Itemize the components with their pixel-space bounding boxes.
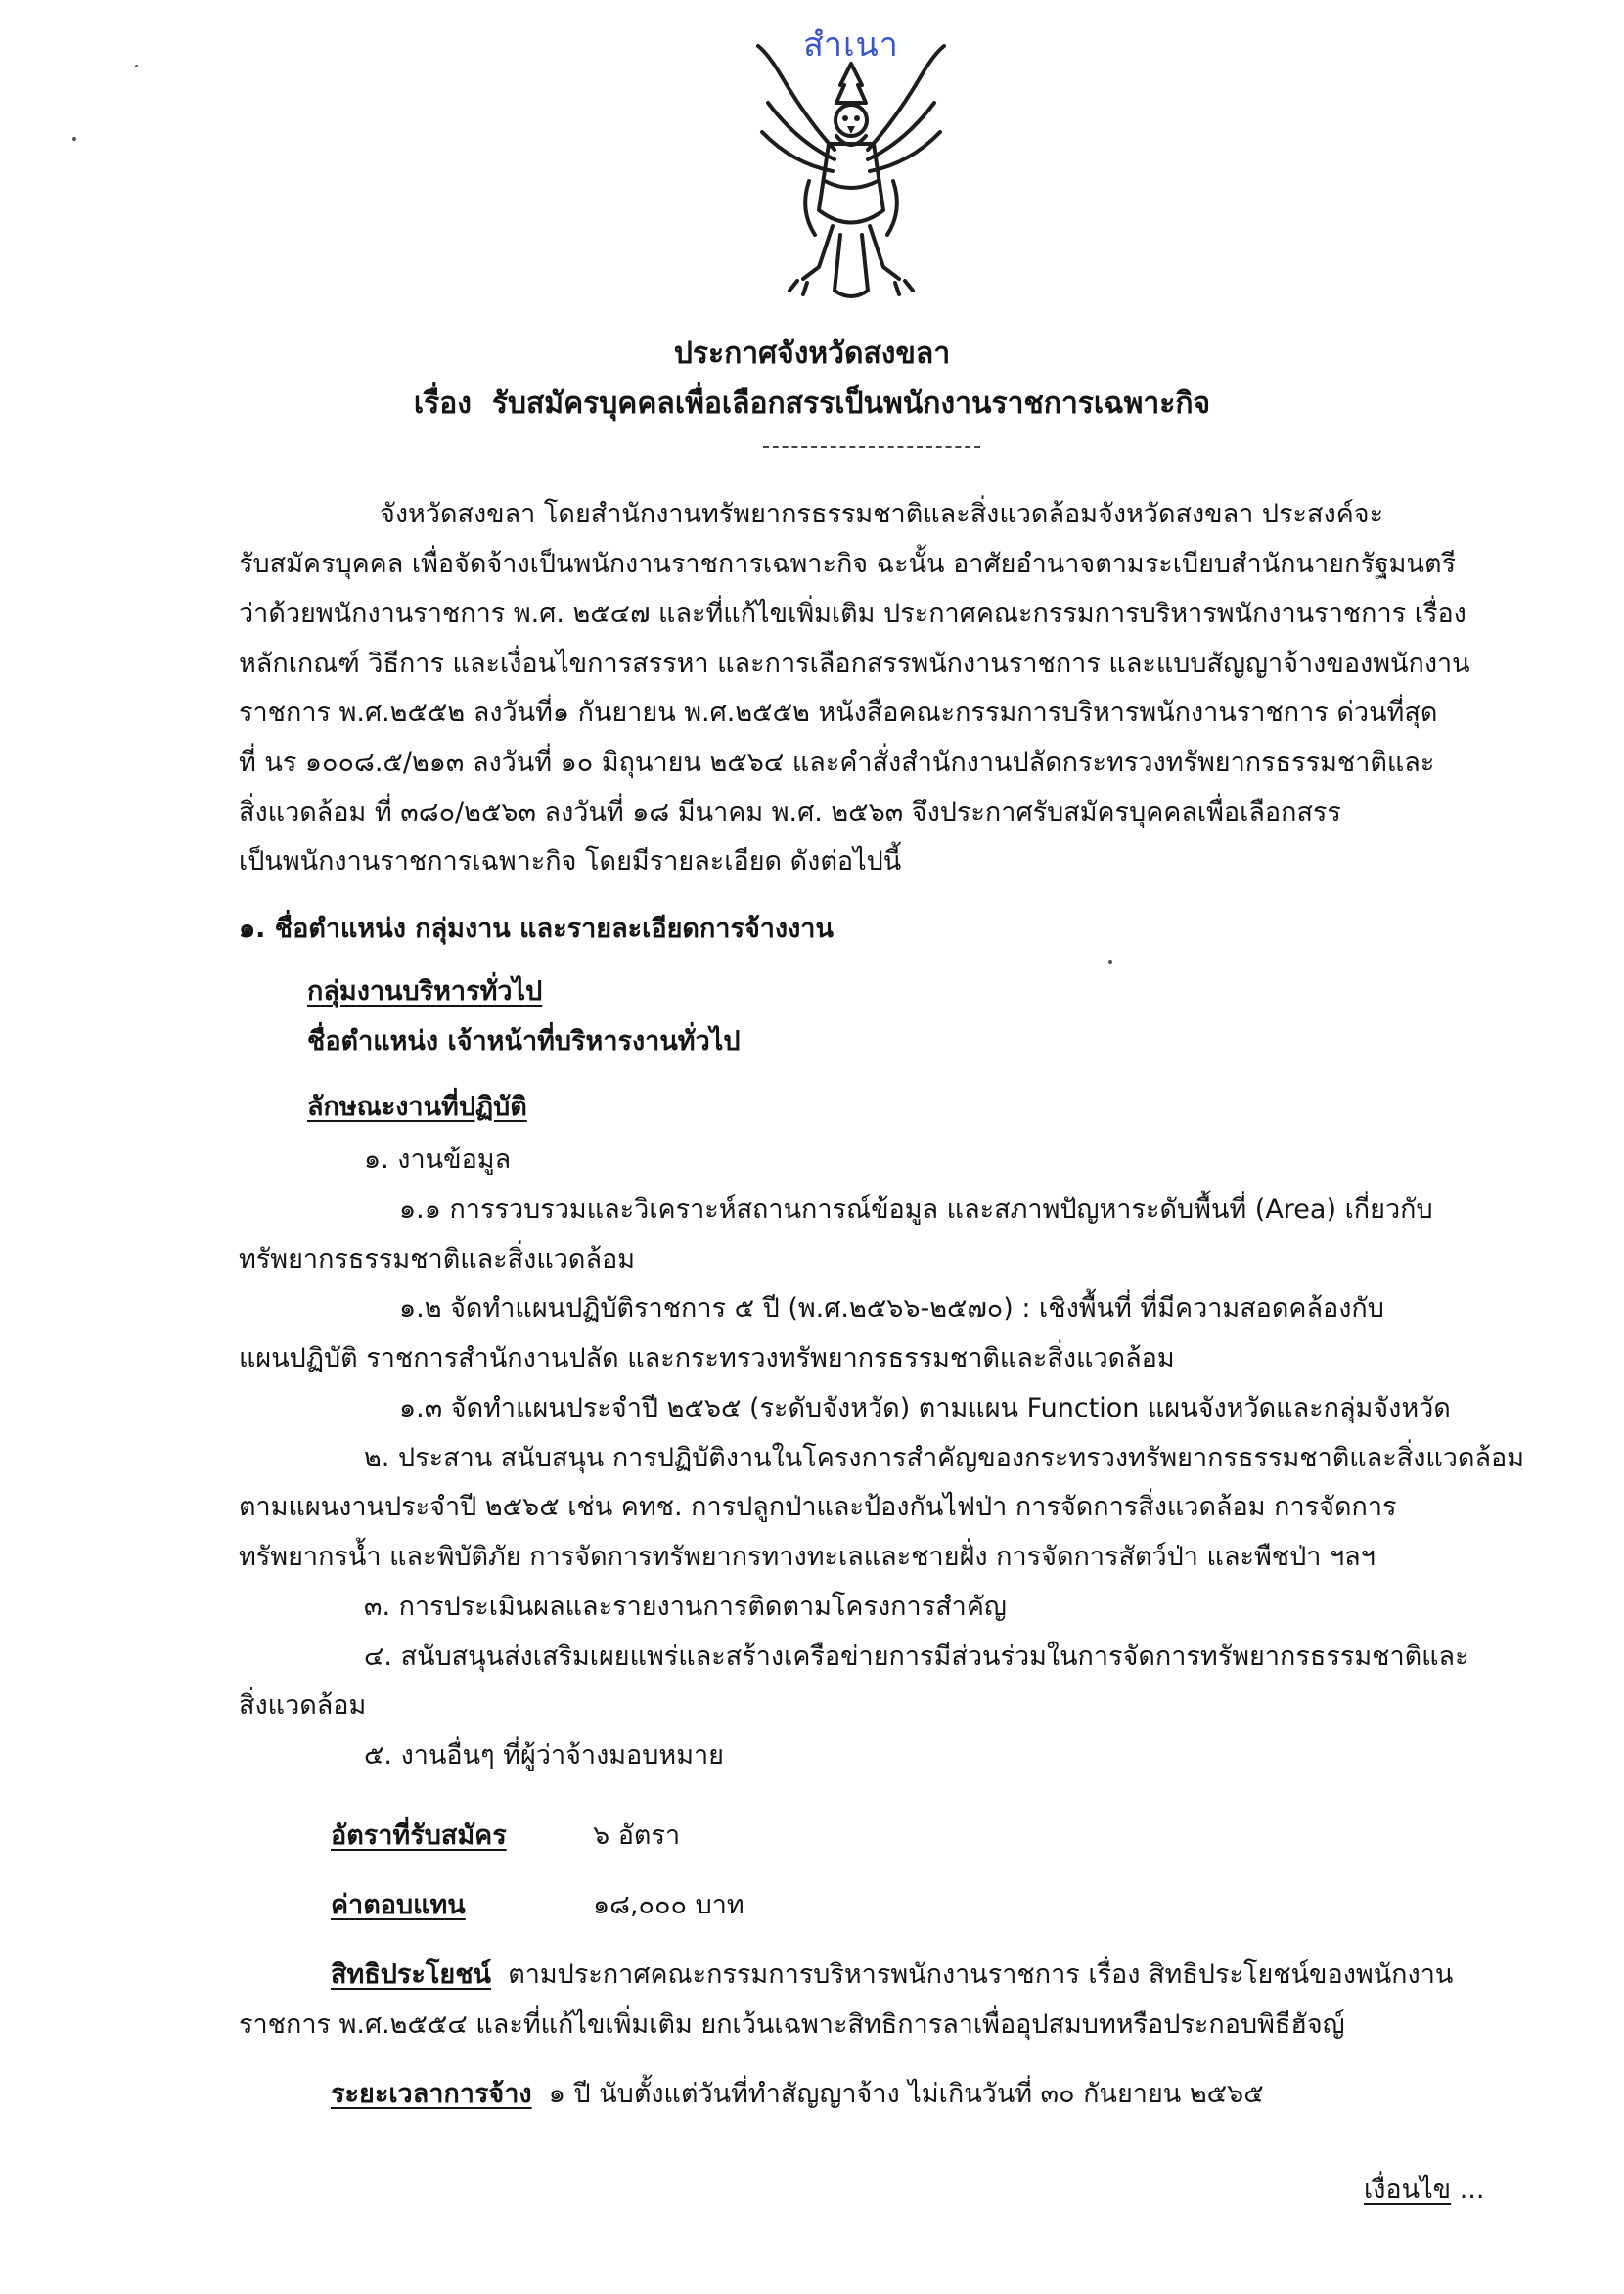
duty-item: ตามแผนงานประจำปี ๒๕๖๕ เช่น คทช. การปลูกป่าและป้องกันไฟป่า การจัดการสิ่งแวดล้อม การจัดการ (239, 1492, 1397, 1522)
section-heading: ๑. ชื่อตำแหน่ง กลุ่มงาน และรายละเอียดการจ้างงาน (239, 914, 834, 944)
group-label: กลุ่มงานบริหารทั่วไป (307, 976, 543, 1007)
scan-speck (135, 65, 138, 67)
continue-marker (1364, 2175, 1484, 2206)
duty-item: ๑.๒ จัดทำแผนปฏิบัติราชการ ๕ ปี (พ.ศ.๒๕๖๖-๒๕๗๐) : เชิงพื้นที่ ที่มีความสอดคล้องกับ (399, 1293, 1384, 1324)
continue-dots: ... (1459, 2175, 1485, 2205)
duty-item: ทรัพยากรน้ำ และพิบัติภัย การจัดการทรัพยากรทางทะเลและชายฝั่ง การจัดการสัตว์ป่า และพืชป่า ฯลฯ (239, 1542, 1376, 1572)
duty-item: ๑.๑ การรวบรวมและวิเคราะห์สถานการณ์ข้อมูล และสภาพปัญหาระดับพื้นที่ (Area) เกี่ยวกับ (399, 1194, 1433, 1225)
intro-line: จังหวัดสงขลา โดยสำนักงานทรัพยากรธรรมชาติและสิ่งแวดล้อมจังหวัดสงขลา ประสงค์จะ (380, 499, 1384, 529)
benefit-label: สิทธิประโยชน์ (331, 1959, 492, 1990)
continue-label: เงื่อนไข (1364, 2175, 1452, 2205)
duty-item: ทรัพยากรธรรมชาติและสิ่งแวดล้อม (239, 1244, 635, 1275)
intro-line: รับสมัครบุคคล เพื่อจัดจ้างเป็นพนักงานราชการเฉพาะกิจ ฉะนั้น อาศัยอำนาจตามระเบียบสำนักนายกรัฐมนตรี (239, 549, 1456, 579)
intro-line: ที่ นร ๑๐๐๘.๕/๒๑๓ ลงวันที่ ๑๐ มิถุนายน ๒๕๖๔ และคำสั่งสำนักงานปลัดกระทรวงทรัพยากรธรรมชาติและ (239, 747, 1435, 778)
scan-speck (1108, 960, 1112, 964)
pay-label: ค่าตอบแทน (331, 1890, 466, 1920)
intro-line: หลักเกณฑ์ วิธีการ และเงื่อนไขการสรรหา และการเลือกสรรพนักงานราชการ และแบบสัญญาจ้างของพนักงาน (239, 649, 1470, 679)
scan-speck (72, 137, 76, 141)
duty-item: ๔. สนับสนุนส่งเสริมเผยแพร่และสร้างเครือข่ายการมีส่วนร่วมในการจัดการทรัพยากรธรรมชาติและ (364, 1642, 1469, 1672)
subject-text: รับสมัครบุคคลเพื่อเลือกสรรเป็นพนักงานราชการเฉพาะกิจ (491, 386, 1211, 421)
document-subject (0, 381, 1624, 427)
benefit-text: ตามประกาศคณะกรรมการบริหารพนักงานราชการ เรื่อง สิทธิประโยชน์ของพนักงาน (508, 1959, 1454, 1990)
duty-item: ๓. การประเมินผลและรายงานการติดตามโครงการสำคัญ (364, 1592, 1007, 1622)
garuda-emblem (739, 34, 964, 308)
intro-line: เป็นพนักงานราชการเฉพาะกิจ โดยมีรายละเอียด ดังต่อไปนี้ (239, 846, 902, 877)
intro-line: สิ่งแวดล้อม ที่ ๓๘๐/๒๕๖๓ ลงวันที่ ๑๘ มีนาคม พ.ศ. ๒๕๖๓ จึงประกาศรับสมัครบุคคลเพื่อเลือกสรร (239, 797, 1341, 828)
vacancy-label: อัตราที่รับสมัคร (331, 1821, 507, 1851)
title-divider (763, 446, 980, 448)
benefit-text-continued: ราชการ พ.ศ.๒๕๕๔ และที่แก้ไขเพิ่มเติม ยกเว้นเฉพาะสิทธิการลาเพื่ออุปสมบทหรือประกอบพิธีฮัจญ์ (239, 2009, 1345, 2040)
term-value: ๑ ปี นับตั้งแต่วันที่ทำสัญญาจ้าง ไม่เกินวันที่ ๓๐ กันยายน ๒๕๖๕ (548, 2079, 1264, 2109)
intro-line: ว่าด้วยพนักงานราชการ พ.ศ. ๒๕๔๗ และที่แก้ไขเพิ่มเติม ประกาศคณะกรรมการบริหารพนักงานราชการ เรื่อง (239, 599, 1466, 629)
duty-item: ๒. ประสาน สนับสนุน การปฏิบัติงานในโครงการสำคัญของกระทรวงทรัพยากรธรรมชาติและสิ่งแวดล้อม (364, 1443, 1525, 1473)
duty-item: แผนปฏิบัติ ราชการสำนักงานปลัด และกระทรวงทรัพยากรธรรมชาติและสิ่งแวดล้อม (239, 1343, 1175, 1373)
duty-item: สิ่งแวดล้อม (239, 1690, 367, 1721)
duty-item: ๑. งานข้อมูล (364, 1145, 512, 1175)
term-label: ระยะเวลาการจ้าง (331, 2079, 532, 2109)
term-line (331, 2079, 1264, 2110)
duty-item: ๕. งานอื่นๆ ที่ผู้ว่าจ้างมอบหมาย (364, 1740, 724, 1771)
benefit-line (331, 1959, 1453, 1991)
copy-stamp: สำเนา (803, 25, 899, 65)
duty-item: ๑.๓ จัดทำแผนประจำปี ๒๕๖๕ (ระดับจังหวัด) ตามแผน Function แผนจังหวัดและกลุ่มจังหวัด (399, 1393, 1451, 1423)
intro-line: ราชการ พ.ศ.๒๕๕๒ ลงวันที่๑ กันยายน พ.ศ.๒๕๕๒ หนังสือคณะกรรมการบริหารพนักงานราชการ ด่วนที่สุด (239, 697, 1438, 728)
subject-label: เรื่อง (413, 386, 472, 421)
position-label: ชื่อตำแหน่ง เจ้าหน้าที่บริหารงานทั่วไป (307, 1026, 741, 1057)
duties-label: ลักษณะงานที่ปฏิบัติ (307, 1092, 527, 1122)
document-title: ประกาศจังหวัดสงขลา (673, 337, 951, 371)
vacancy-value: ๖ อัตรา (593, 1821, 681, 1851)
pay-value: ๑๘,๐๐๐ บาท (593, 1890, 744, 1920)
